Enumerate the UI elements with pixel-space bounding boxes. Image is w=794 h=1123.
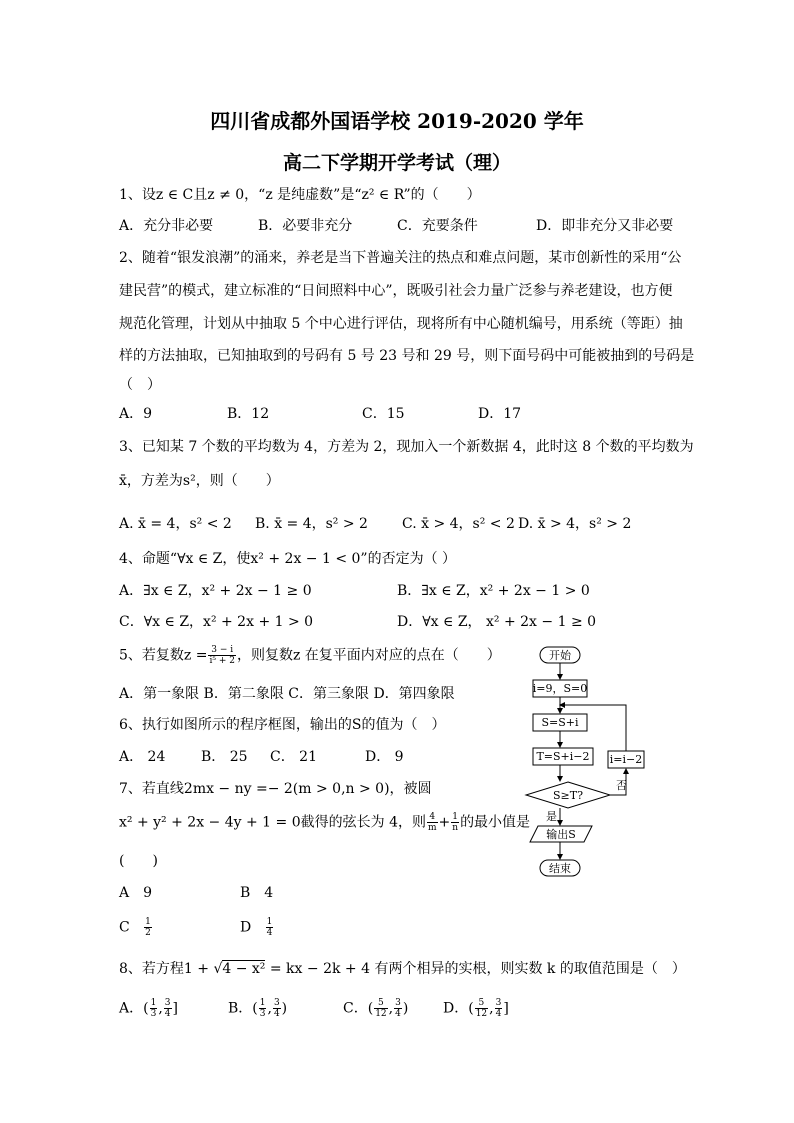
- q6-option-b: B． 25: [201, 749, 248, 765]
- q8-option-a: A．( $\frac{1}{3}$ , $\frac{3}{4}$ ]: [119, 998, 178, 1019]
- flow-yes-label: 是: [546, 810, 557, 823]
- q8-b-n1: 1: [259, 998, 266, 1008]
- q8-option-c: C．( $\frac{5}{12}$ , $\frac{3}{4}$ ): [343, 998, 409, 1019]
- q1-option-b: B．必要非充分: [258, 218, 353, 234]
- q8-a-d2: 4: [164, 1009, 171, 1019]
- q7-d-num: 1: [266, 917, 273, 927]
- flow-output-label: 输出S: [546, 828, 576, 841]
- q8-c-n1: 5: [374, 998, 387, 1009]
- q8-c-close: ): [402, 1000, 409, 1017]
- q4-option-d: D．∀x ∈ Z， x² + 2x − 1 ≥ 0: [397, 614, 597, 630]
- q8-a-frac2: [164, 998, 172, 1019]
- flow-no-label: 否: [616, 779, 627, 792]
- exam-title-line2: 高二下学期开学考试（理）: [282, 152, 511, 174]
- q7-f2-num: 1: [452, 812, 459, 822]
- flow-step2-label: T=S+i−2: [536, 750, 590, 763]
- q3-option-b: B. x̄ = 4，s² > 2: [255, 516, 368, 532]
- q6-option-a: A． 24: [119, 749, 166, 765]
- q8-a-frac1: [150, 998, 158, 1019]
- q7-option-b: B 4: [240, 885, 274, 901]
- q3-option-a: A. x̄ = 4，s² < 2: [119, 516, 232, 532]
- q2-line4: 样的方法抽取，已知抽取到的号码有 5 号 23 号和 29 号，则下面号码中可能被抽到的号码是: [119, 348, 695, 364]
- q6-stem: 6、执行如图所示的程序框图，输出的S的值为（ ）: [119, 717, 446, 733]
- q8-c-d2: 4: [395, 1009, 401, 1019]
- q8-sqrt-content: 4 − x²: [222, 961, 266, 977]
- q1-option-c: C．充要条件: [397, 218, 478, 234]
- q7-c-fraction: [144, 917, 152, 938]
- q5-frac-den: i⁵ + 2: [209, 656, 235, 666]
- q1-stem: 1、设z ∈ C且z ≠ 0，“z 是纯虚数”是“z² ∈ R”的（ ）: [119, 187, 481, 203]
- q7-c-num: 1: [145, 917, 151, 927]
- q8-c-d1: 12: [375, 1009, 387, 1019]
- q8-d-close: ]: [503, 1000, 509, 1017]
- q2-line1: 2、随着“银发浪潮”的涌来，养老是当下普遍关注的热点和难点问题，某市创新性的采用“公: [119, 250, 682, 266]
- q4-stem: 4、命题“∀x ∈ Z，使x² + 2x − 1 < 0”的否定为（ ）: [119, 551, 457, 567]
- q3-option-c: C. x̄ > 4，s² < 2: [402, 516, 515, 532]
- q7-f1-den: m: [427, 823, 437, 833]
- q1-option-d: D．即非充分又非必要: [536, 218, 674, 234]
- q8-stem-pre: 8、若方程1 +: [119, 961, 214, 977]
- program-flowchart: [520, 643, 680, 883]
- sqrt-sign-icon: √: [213, 961, 223, 977]
- q7-option-d: [240, 917, 274, 938]
- q5-options: A．第一象限 B．第二象限 C．第三象限 D．第四象限: [119, 686, 455, 702]
- q8-b-d2: 4: [273, 1009, 280, 1019]
- q7-c-label: C: [119, 919, 130, 936]
- q7-c-den: 2: [145, 928, 151, 938]
- q8-d-d2: 4: [495, 1009, 502, 1019]
- q7-line3: ( ): [119, 853, 158, 869]
- q2-option-d: D．17: [478, 406, 522, 422]
- q5-fraction: [208, 645, 235, 666]
- q4-option-a: A．∃x ∈ Z，x² + 2x − 1 ≥ 0: [119, 583, 312, 599]
- q2-option-b: B．12: [227, 406, 270, 422]
- q5-stem: [119, 645, 501, 666]
- q8-d-n2: 3: [495, 998, 502, 1008]
- q7-d-den: 4: [266, 928, 273, 938]
- flow-end-label: 结束: [549, 862, 571, 875]
- q2-line3: 规范化管理，计划从中抽取 5 个中心进行评估，现将所有中心随机编号，用系统（等距）抽: [119, 316, 683, 332]
- q7-fraction-2: [451, 812, 459, 833]
- q7-option-a: A 9: [119, 885, 153, 901]
- q7-line1: 7、若直线2mx − ny =− 2(m > 0,n > 0)，被圆: [119, 781, 432, 797]
- q8-a-label: A．(: [119, 1000, 149, 1017]
- q7-d-fraction: [266, 917, 274, 938]
- flow-decrement-label: i=i−2: [609, 753, 643, 766]
- q3-line1: 3、已知某 7 个数的平均数为 4，方差为 2，现加入一个新数据 4，此时这 8 个数的平均数为: [119, 439, 694, 455]
- q8-stem-post: = kx − 2k + 4 有两个相异的实根，则实数 k 的取值范围是（ ）: [265, 961, 686, 977]
- flow-step1-label: S=S+i: [541, 716, 579, 729]
- q8-d-frac2: [495, 998, 503, 1019]
- q8-c-n2: 3: [395, 998, 401, 1008]
- q8-stem: [119, 960, 686, 978]
- exam-title-line1: 四川省成都外国语学校 2019-2020 学年: [210, 109, 584, 133]
- q3-line2: x̄，方差为s²，则（ ）: [119, 473, 280, 489]
- q8-option-b: B．( $\frac{1}{3}$ , $\frac{3}{4}$ ): [228, 998, 288, 1019]
- q8-c-frac2: [394, 998, 402, 1019]
- q7-option-c: [119, 917, 153, 938]
- q7-line2: [119, 812, 530, 833]
- flow-decision-label: S≥T?: [553, 789, 583, 802]
- q6-option-d: D． 9: [365, 749, 404, 765]
- q2-option-c: C．15: [362, 406, 405, 422]
- q8-d-frac1: [475, 998, 488, 1019]
- q8-b-frac2: [273, 998, 281, 1019]
- q2-line5: （ ）: [119, 377, 161, 393]
- q7-fraction-1: [427, 812, 438, 833]
- q5-stem-pre: 5、若复数z =: [119, 647, 208, 664]
- q8-c-frac1: [374, 998, 387, 1019]
- q5-stem-post: ，则复数z 在复平面内对应的点在（ ）: [236, 647, 501, 664]
- q4-option-c: C．∀x ∈ Z，x² + 2x + 1 > 0: [119, 614, 314, 630]
- q8-b-label: B．(: [228, 1000, 258, 1017]
- q8-b-close: ): [281, 1000, 288, 1017]
- q7-f2-den: n: [452, 823, 459, 833]
- q3-option-d: D. x̄ > 4，s² > 2: [518, 516, 632, 532]
- q8-a-close: ]: [172, 1000, 178, 1017]
- q8-b-frac1: [259, 998, 267, 1019]
- q1-option-a: A．充分非必要: [119, 218, 214, 234]
- q8-b-d1: 3: [259, 1009, 266, 1019]
- q7-d-label: D: [240, 919, 252, 936]
- q8-d-label: D．(: [443, 1000, 474, 1017]
- q7-plus: +: [438, 814, 451, 831]
- q8-d-d1: 12: [475, 1009, 488, 1019]
- q8-a-n2: 3: [164, 998, 171, 1008]
- q8-option-d: D．( $\frac{5}{12}$ , $\frac{3}{4}$ ]: [443, 998, 509, 1019]
- q8-a-d1: 3: [150, 1009, 157, 1019]
- q8-b-n2: 3: [273, 998, 280, 1008]
- flow-start-label: 开始: [549, 649, 571, 662]
- q4-option-b: B．∃x ∈ Z，x² + 2x − 1 > 0: [397, 583, 590, 599]
- q8-c-label: C．(: [343, 1000, 374, 1017]
- q7-line2-post: 的最小值是: [460, 814, 531, 831]
- q2-option-a: A．9: [119, 406, 153, 422]
- q7-f1-num: 4: [427, 812, 438, 823]
- q5-frac-num: 3 − i: [208, 645, 235, 656]
- q8-d-n1: 5: [475, 998, 488, 1009]
- q8-a-n1: 1: [150, 998, 157, 1008]
- flow-init-label: i=9，S=0: [532, 682, 588, 695]
- q7-line2-pre: x² + y² + 2x − 4y + 1 = 0截得的弦长为 4，则: [119, 814, 426, 831]
- q6-option-c: C． 21: [270, 749, 317, 765]
- q2-line2: 建民营”的模式，建立标准的“日间照料中心”，既吸引社会力量广泛参与养老建设，也方便: [119, 283, 673, 299]
